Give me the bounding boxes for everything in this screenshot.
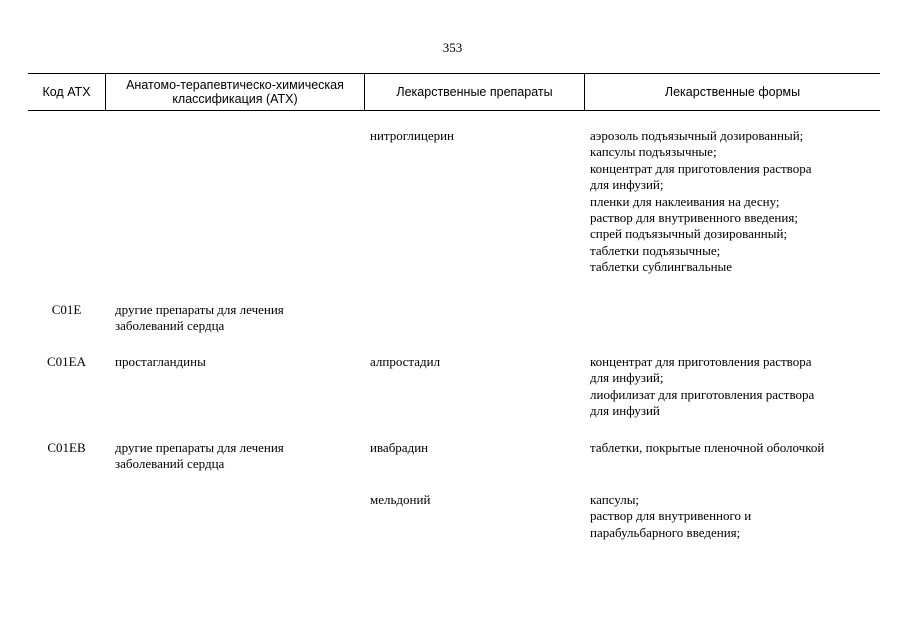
atc-classification (115, 440, 360, 473)
header-code: Код АТХ (42, 84, 91, 99)
dosage-forms (590, 128, 880, 276)
header-drugs: Лекарственные препараты (396, 84, 553, 99)
drug-name: алпростадил (370, 354, 441, 369)
dosage-form-line: концентрат для приготовления раствора (590, 354, 812, 369)
dosage-form-line: спрей подъязычный дозированный; (590, 226, 788, 242)
dosage-form-line: капсулы; (590, 492, 640, 507)
atc-code: C01E (51, 302, 82, 317)
atc-code: C01EB (47, 440, 86, 455)
dosage-form-line: таблетки, покрытые пленочной оболочкой (590, 440, 825, 455)
dosage-forms (590, 440, 880, 456)
dosage-form-line: раствор для внутривенного и (590, 508, 752, 524)
header-forms: Лекарственные формы (664, 84, 801, 99)
dosage-form-line: капсулы подъязычные; (590, 144, 717, 160)
dosage-form-line: раствор для внутривенного введения; (590, 210, 798, 226)
dosage-form-line: для инфузий; (590, 370, 664, 386)
classification-line: заболеваний сердца (115, 318, 225, 334)
atc-code: C01EA (47, 354, 86, 369)
classification-line: заболеваний сердца (115, 456, 225, 472)
classification-line: другие препараты для лечения (115, 440, 284, 455)
drug-name: нитроглицерин (370, 128, 455, 143)
dosage-forms (590, 354, 880, 420)
atc-classification (115, 354, 360, 370)
dosage-form-line: лиофилизат для приготовления раствора (590, 386, 815, 402)
header-bottom-rule (28, 110, 880, 111)
dosage-form-line: парабульбарного введения; (590, 524, 741, 540)
dosage-form-line: пленки для наклеивания на десну; (590, 193, 780, 209)
dosage-form-line: таблетки подъязычные; (590, 242, 721, 258)
page-number: 353 (442, 40, 463, 55)
dosage-form-line: аэрозоль подъязычный дозированный; (590, 128, 804, 143)
drug-name: ивабрадин (370, 440, 429, 455)
header-classification: Анатомо-терапевтическо-химическая классификация (АТХ) (126, 77, 344, 106)
classification-line: простагландины (115, 354, 206, 369)
drug-name: мельдоний (370, 492, 431, 507)
dosage-forms (590, 492, 880, 541)
dosage-form-line: таблетки сублингвальные (590, 259, 733, 275)
classification-line: другие препараты для лечения (115, 302, 284, 317)
dosage-form-line: для инфузий (590, 403, 660, 419)
atc-classification (115, 302, 360, 335)
dosage-form-line: для инфузий; (590, 177, 664, 193)
dosage-form-line: концентрат для приготовления раствора (590, 160, 812, 176)
